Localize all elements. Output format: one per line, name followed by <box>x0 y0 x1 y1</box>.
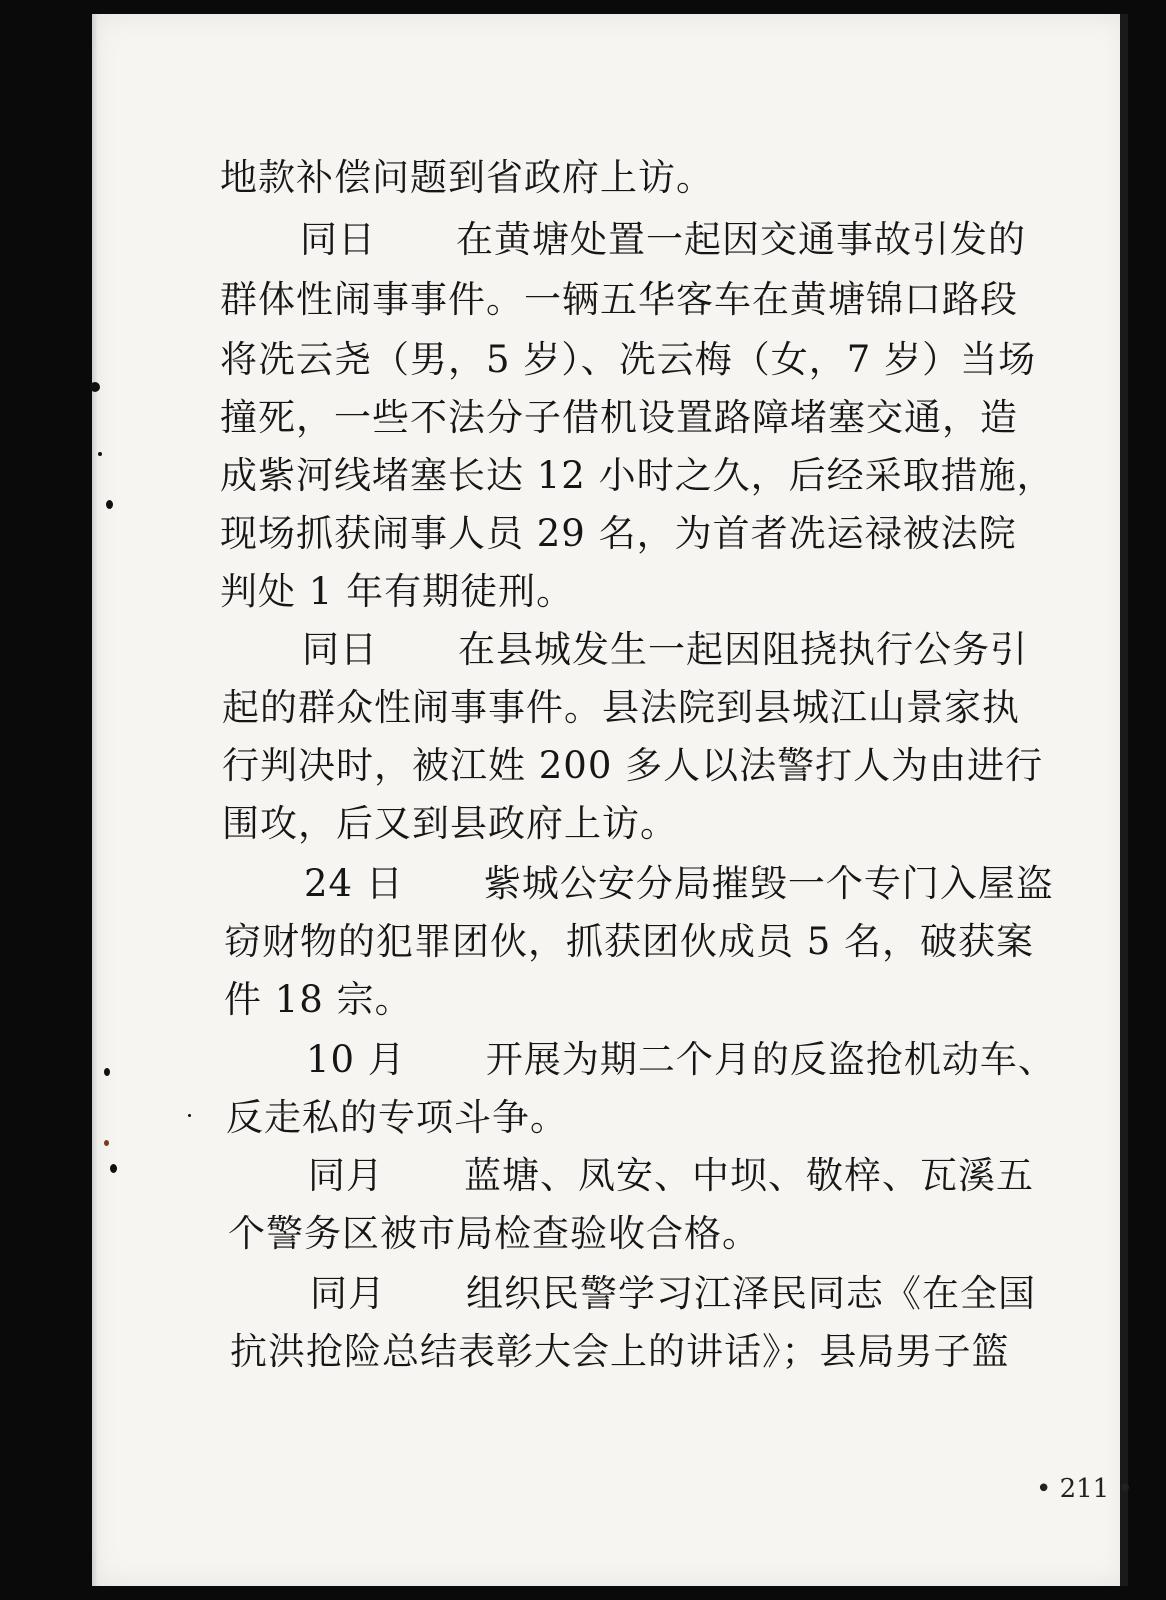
entry-date-line <box>222 626 1028 674</box>
text-line: 地款补偿问题到省政府上访。 <box>220 156 714 199</box>
entry-date: 24 日 <box>304 862 404 905</box>
entry-date: 同月 <box>308 1154 384 1197</box>
text-line: 行判决时，被江姓 200 多人以法警打人为由进行 <box>222 744 1044 787</box>
entry-date-line <box>226 1036 1056 1084</box>
text-line: 围攻，后又到县政府上访。 <box>222 802 678 845</box>
entry-date: 10 月 <box>306 1038 406 1081</box>
scan-speck <box>110 1164 117 1173</box>
entry-date: 同日 <box>300 218 376 261</box>
text-line: 起的群众性闹事事件。县法院到县城江山景家执 <box>222 686 1020 729</box>
entry-text: 开展为期二个月的反盗抢机动车、 <box>485 1038 1056 1081</box>
text-line: 现场抓获闹事人员 29 名，为首者冼运禄被法院 <box>220 512 1017 555</box>
text-line: 窃财物的犯罪团伙，抓获团伙成员 5 名，破获案 <box>224 920 1035 963</box>
entry-date: 同月 <box>310 1272 386 1315</box>
text-line: 反走私的专项斗争。 <box>226 1096 568 1139</box>
text-line: 判处 1 年有期徒刑。 <box>220 570 575 613</box>
scan-speck <box>104 1068 110 1076</box>
entry-text: 组织民警学习江泽民同志《在全国 <box>466 1272 1036 1315</box>
document-page <box>92 14 1133 1586</box>
scan-speck <box>98 452 102 456</box>
text-line: 个警务区被市局检查验收合格。 <box>228 1212 760 1255</box>
entry-date-line <box>224 860 1054 908</box>
text-line: 撞死，一些不法分子借机设置路障堵塞交通，造 <box>220 396 1018 439</box>
scan-speck <box>104 1140 109 1146</box>
scan-speck <box>106 500 113 509</box>
entry-text: 蓝塘、凤安、中坝、敬梓、瓦溪五 <box>464 1154 1034 1197</box>
entry-date: 同日 <box>302 628 378 671</box>
text-line: 成紫河线堵塞长达 12 小时之久，后经采取措施， <box>220 454 1055 497</box>
text-line: 件 18 宗。 <box>224 978 413 1021</box>
page-edge-shadow <box>92 14 98 1586</box>
text-line: 将冼云尧（男，5 岁）、冼云梅（女，7 岁）当场 <box>220 338 1037 381</box>
entry-text: 在黄塘处置一起因交通事故引发的 <box>456 218 1026 261</box>
entry-date-line <box>220 216 1026 264</box>
entry-text: 紫城公安分局摧毁一个专门入屋盗 <box>483 862 1054 905</box>
entry-date-line <box>230 1270 1036 1318</box>
scan-speck <box>90 382 100 392</box>
scan-speck <box>188 1114 191 1117</box>
text-line: 抗洪抢险总结表彰大会上的讲话》；县局男子篮 <box>230 1330 1010 1373</box>
entry-text: 在县城发生一起因阻挠执行公务引 <box>458 628 1028 671</box>
text-line: 群体性闹事事件。一辆五华客车在黄塘锦口路段 <box>220 278 1018 321</box>
entry-date-line <box>228 1152 1034 1200</box>
scan-border <box>1120 14 1128 1586</box>
page-number: • 211 • <box>1036 1474 1133 1504</box>
